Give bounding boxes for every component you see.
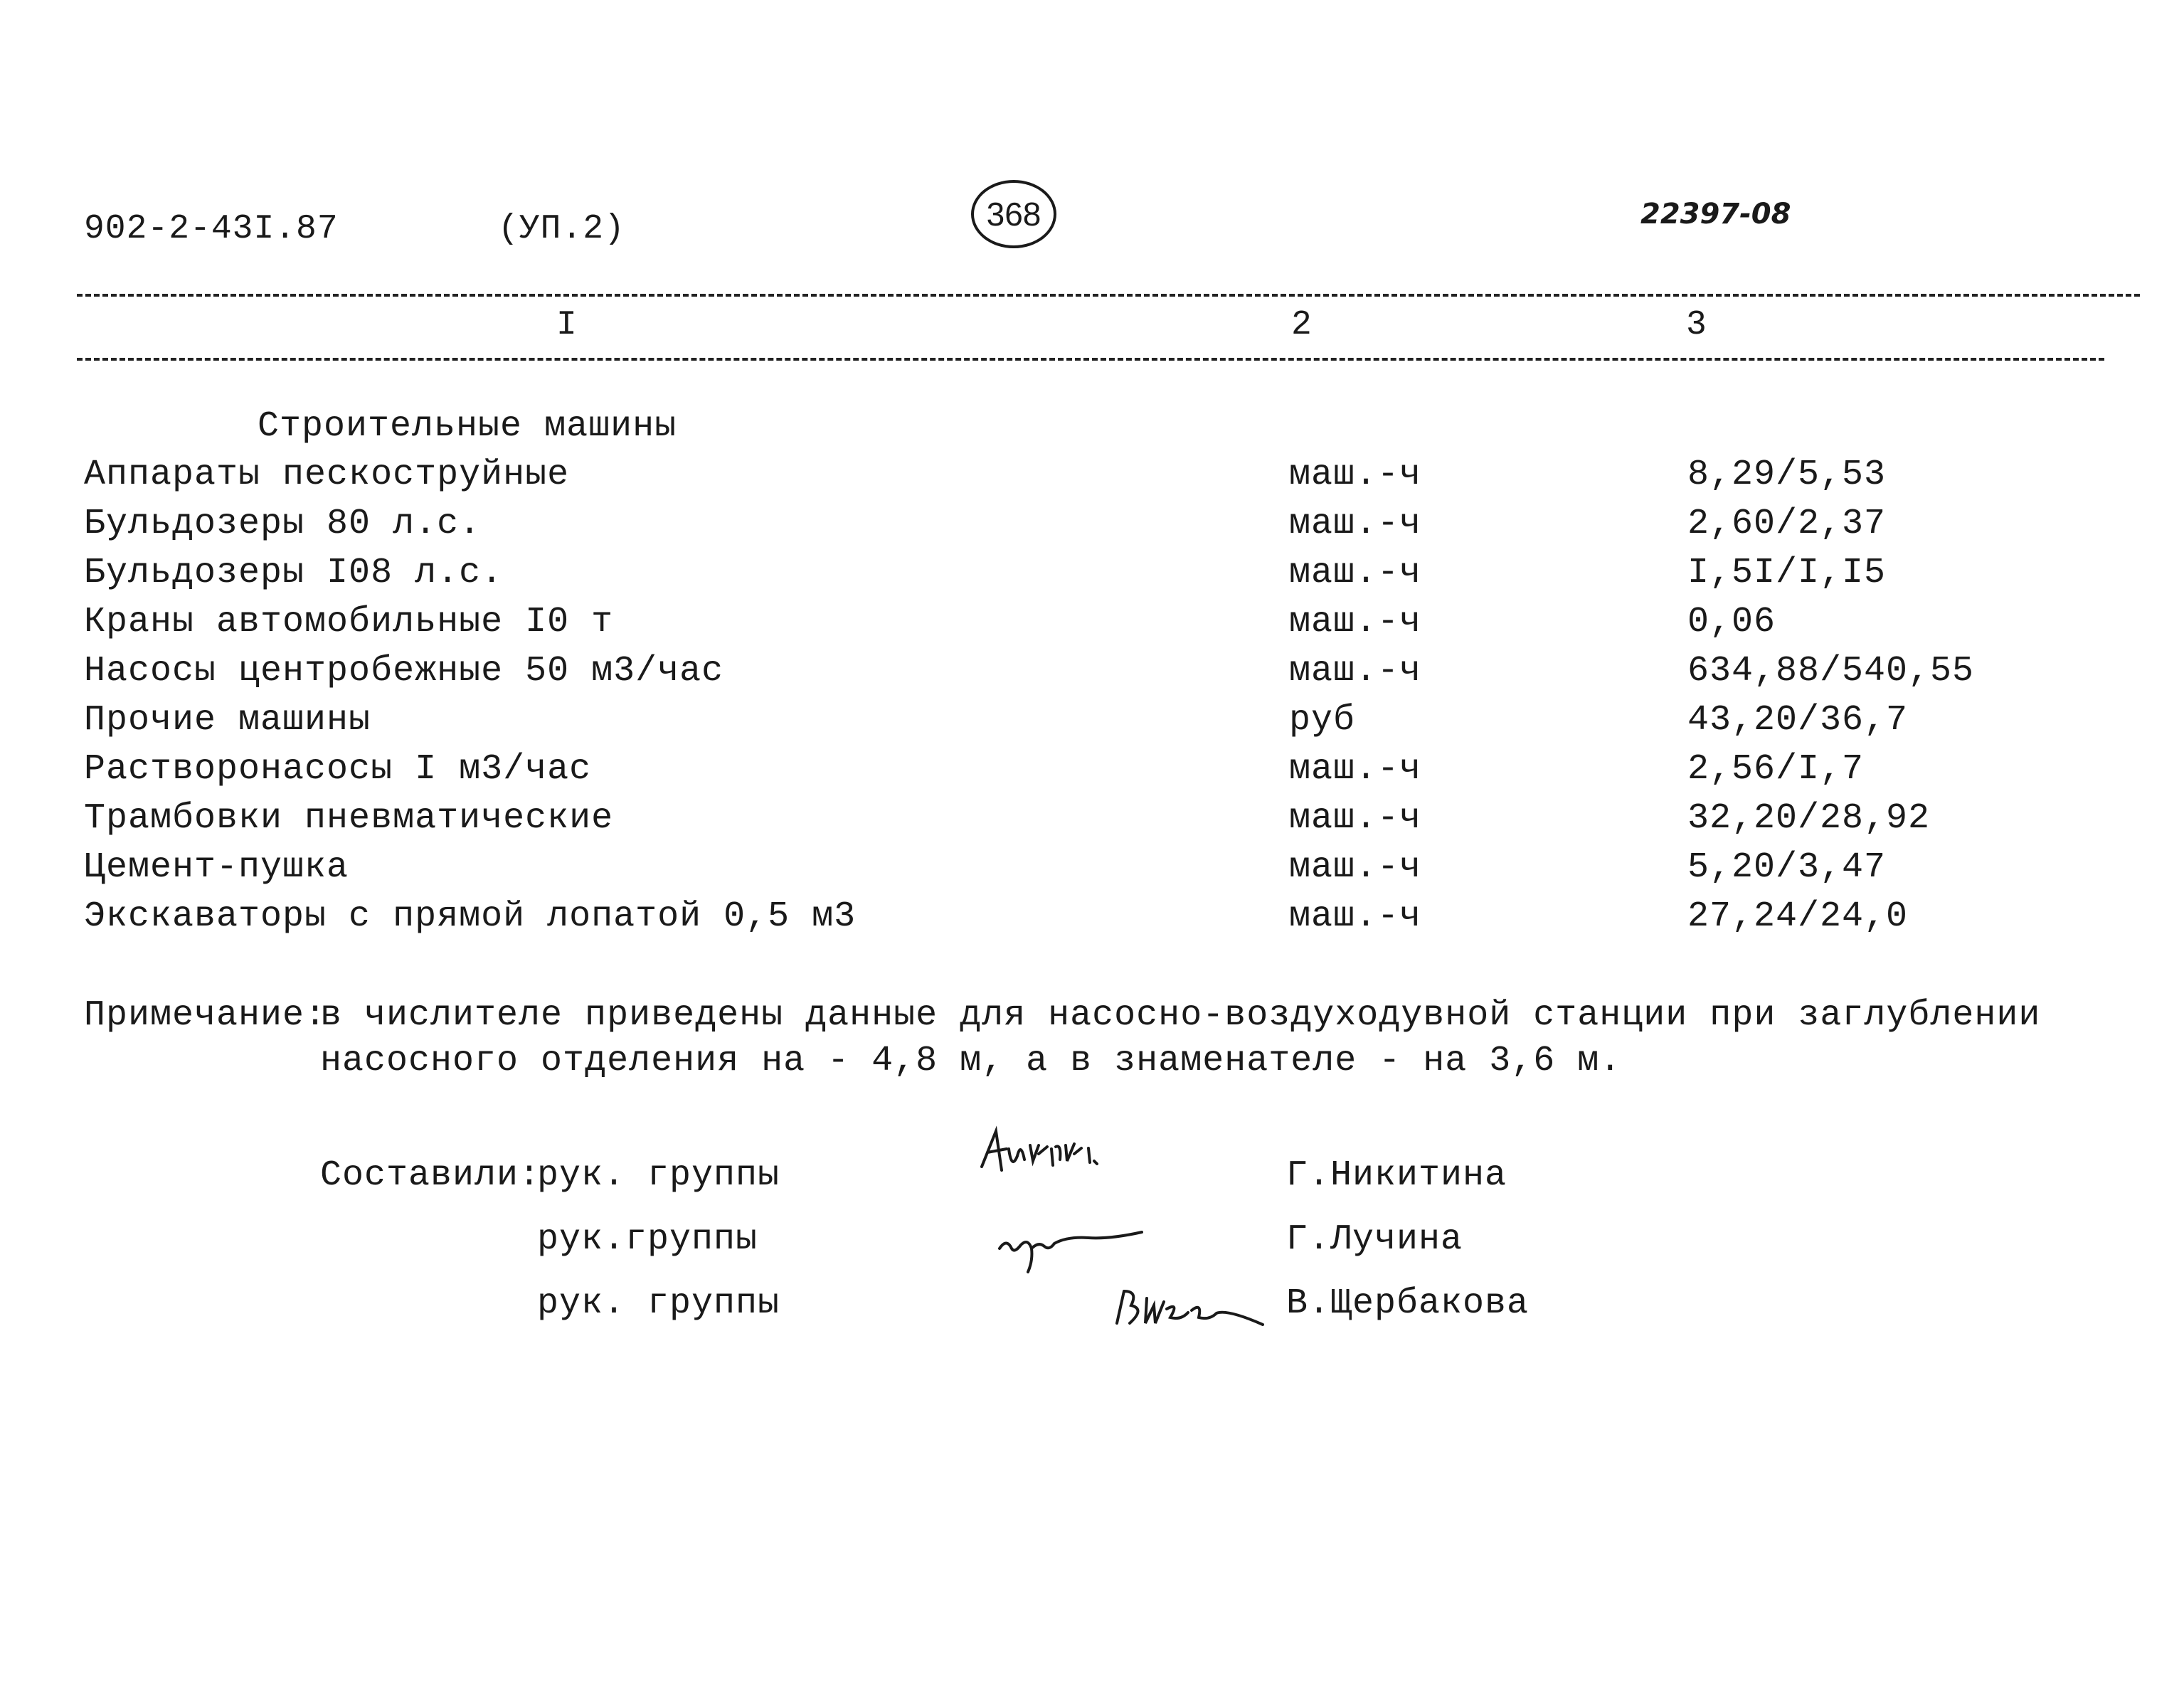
row-unit: маш.-ч	[1289, 749, 1422, 790]
note-label: Примечание:	[84, 995, 327, 1036]
row-name: Насосы центробежные 50 м3/час	[84, 651, 724, 691]
handwritten-signature-icon	[989, 1209, 1160, 1280]
signer-role: рук. группы	[537, 1155, 780, 1196]
signer-role: рук. группы	[537, 1283, 780, 1324]
compiled-label: Составили:	[320, 1155, 541, 1196]
row-name: Краны автомобильные I0 т	[84, 602, 614, 642]
signer-name: Г.Лучина	[1286, 1219, 1463, 1260]
row-name: Бульдозеры I08 л.с.	[84, 553, 504, 593]
row-name: Бульдозеры 80 л.с.	[84, 504, 482, 544]
signer-name: Г.Никитина	[1286, 1155, 1507, 1196]
row-value: 32,20/28,92	[1687, 798, 1931, 839]
note-line-1: в числителе приведены данные для насосно-воздуходувной станции при заглублении	[320, 995, 2041, 1036]
column-header-2: 2	[1291, 306, 1313, 344]
row-value: 27,24/24,0	[1687, 896, 1909, 937]
row-value: 8,29/5,53	[1687, 455, 1887, 495]
row-unit: маш.-ч	[1289, 455, 1422, 495]
row-unit: маш.-ч	[1289, 847, 1422, 888]
note-line-2: насосного отделения на - 4,8 м, а в знаменателе - на 3,6 м.	[320, 1041, 1622, 1081]
row-unit: маш.-ч	[1289, 896, 1422, 937]
row-value: 43,20/36,7	[1687, 700, 1909, 741]
page-number-stamp: 368	[971, 180, 1056, 248]
column-header-1: I	[556, 306, 578, 344]
row-value: 634,88/540,55	[1687, 651, 1975, 691]
row-name: Прочие машины	[84, 700, 371, 741]
row-name: Растворонасосы I м3/час	[84, 749, 592, 790]
row-unit: маш.-ч	[1289, 651, 1422, 691]
row-value: I,5I/I,I5	[1687, 553, 1887, 593]
column-header-3: 3	[1686, 306, 1707, 344]
row-name: Трамбовки пневматические	[84, 798, 614, 839]
row-name: Аппараты пескоструйные	[84, 455, 570, 495]
row-value: 2,56/I,7	[1687, 749, 1865, 790]
row-unit: маш.-ч	[1289, 553, 1422, 593]
inventory-number: 22397-08	[1640, 198, 1791, 230]
row-value: 0,06	[1687, 602, 1776, 642]
dashed-rule-top	[77, 294, 2140, 297]
signer-name: В.Щербакова	[1286, 1283, 1530, 1324]
dashed-rule-bottom	[77, 358, 2104, 361]
signer-role: рук.группы	[537, 1219, 758, 1260]
document-code: 902-2-43I.87	[84, 210, 339, 248]
row-value: 5,20/3,47	[1687, 847, 1887, 888]
handwritten-signature-icon	[1103, 1273, 1273, 1345]
row-unit: маш.-ч	[1289, 504, 1422, 544]
row-unit: маш.-ч	[1289, 798, 1422, 839]
row-name: Цемент-пушка	[84, 847, 349, 888]
section-title: Строительные машины	[258, 406, 677, 447]
row-unit: руб	[1289, 700, 1356, 741]
row-unit: маш.-ч	[1289, 602, 1422, 642]
row-value: 2,60/2,37	[1687, 504, 1887, 544]
row-name: Экскаваторы с прямой лопатой 0,5 м3	[84, 896, 857, 937]
handwritten-signature-icon	[968, 1117, 1152, 1195]
document-part: (УП.2)	[498, 210, 625, 248]
